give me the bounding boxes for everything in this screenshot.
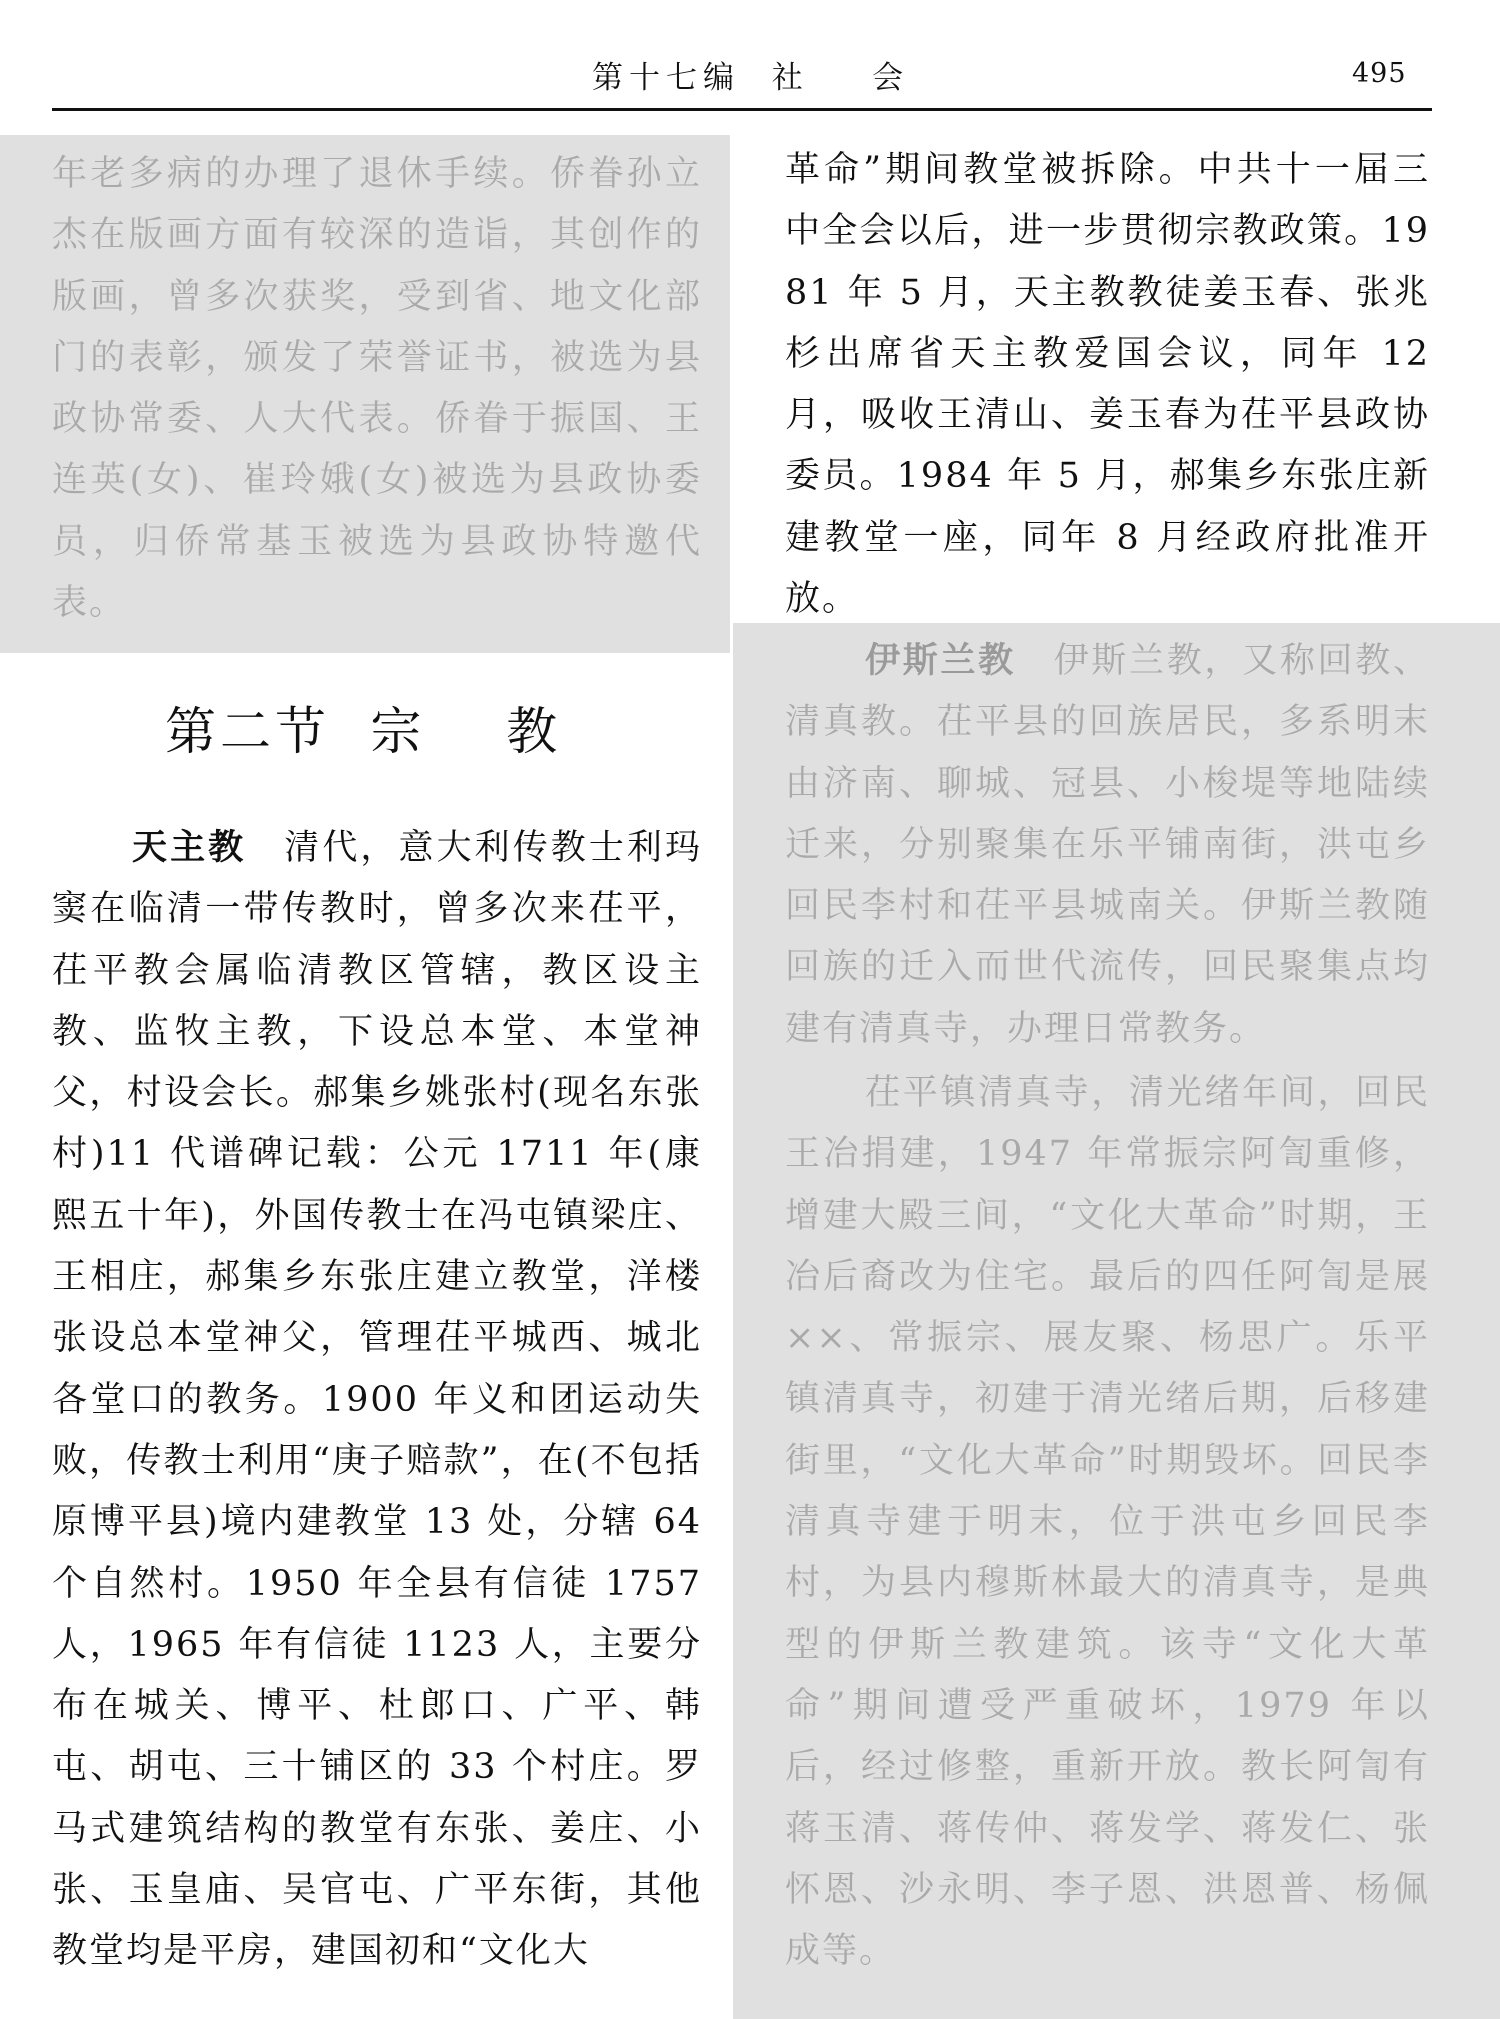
catholic-paragraph bbox=[52, 818, 702, 1983]
running-header bbox=[52, 52, 1432, 102]
page-number: 495 bbox=[1352, 58, 1407, 89]
overseas-chinese-paragraph: 年老多病的办理了退休手续。侨眷孙立杰在版画方面有较深的造诣，其创作的版画，曾多次获奖，受到省、地文化部门的表彰，颁发了荣誉证书，被选为县政协常委、人大代表。侨眷于振国、王连英(女)、崔玲娥(女)被选为县政协委员，归侨常基玉被选为县政协特邀代表。 bbox=[52, 154, 702, 624]
catholic-heading: 天主教 bbox=[132, 828, 247, 868]
catholic-continuation-paragraph: 革命”期间教堂被拆除。中共十一届三中全会以后，进一步贯彻宗教政策。1981 年 5 月，天主教教徒姜玉春、张兆杉出席省天主教爱国会议，同年 12 月，吸收王清山、姜玉春为茌平县政协委员。1984 年 5 月，郝集乡东张庄新建教堂一座，同年 8 月经政府批准开放。 bbox=[785, 150, 1430, 620]
header-rule bbox=[52, 108, 1432, 111]
chapter-title: 第十七编 社 会 bbox=[592, 60, 910, 96]
islam-heading: 伊斯兰教 bbox=[865, 641, 1016, 681]
islam-text: 伊斯兰教，又称回教、清真教。茌平县的回族居民，多系明末由济南、聊城、冠县、小梭堤等地陆续迁来，分别聚集在乐平铺南街，洪屯乡回民李村和茌平县城南关。伊斯兰教随回族的迁入而世代流传，回民聚集点均建有清真寺，办理日常教务。 bbox=[785, 641, 1430, 1049]
islam-paragraph bbox=[785, 631, 1430, 1060]
catholic-text: 清代，意大利传教士利玛窦在临清一带传教时，曾多次来茌平，茌平教会属临清教区管辖，教区设主教、监牧主教，下设总本堂、本堂神父，村设会长。郝集乡姚张村(现名东张村)11 代谱碑记载：公元 1711 年(康熙五十年)，外国传教士在冯屯镇梁庄、王相庄，郝集乡东张庄建立教堂，洋楼张设总本堂神父，管理茌平城西、城北各堂口的教务。1900 年义和团运动失败，传教士利用“庚子赔款”，在(不包括原博平县)境内建教堂 13 处，分辖 64 个自然村。1950 年全县有信徒 1757 人，1965 年有信徒 1123 人，主要分布在城关、博平、杜郎口、广平、韩屯、胡屯、三十铺区的 33 个村庄。罗马式建筑结构的教堂有东张、姜庄、小张、玉皇庙、吴官屯、广平东街，其他教堂均是平房，建国初和“文化大 bbox=[52, 828, 702, 1972]
mosques-paragraph: 茌平镇清真寺，清光绪年间，回民王冶捐建，1947 年常振宗阿訇重修，增建大殿三间，“文化大革命”时期，王冶后裔改为住宅。最后的四任阿訇是展××、常振宗、展友聚、杨思广。乐平镇清真寺，初建于清光绪后期，后移建街里，“文化大革命”时期毁坏。回民李清真寺建于明末，位于洪屯乡回民李村，为县内穆斯林最大的清真寺，是典型的伊斯兰教建筑。该寺“文化大革命”期间遭受严重破坏，1979 年以后，经过修整，重新开放。教长阿訇有蒋玉清、蒋传仲、蒋发学、蒋发仁、张怀恩、沙永明、李子恩、洪恩普、杨佩成等。 bbox=[785, 1073, 1430, 1972]
section-title: 第二节 宗 教 bbox=[165, 703, 562, 762]
